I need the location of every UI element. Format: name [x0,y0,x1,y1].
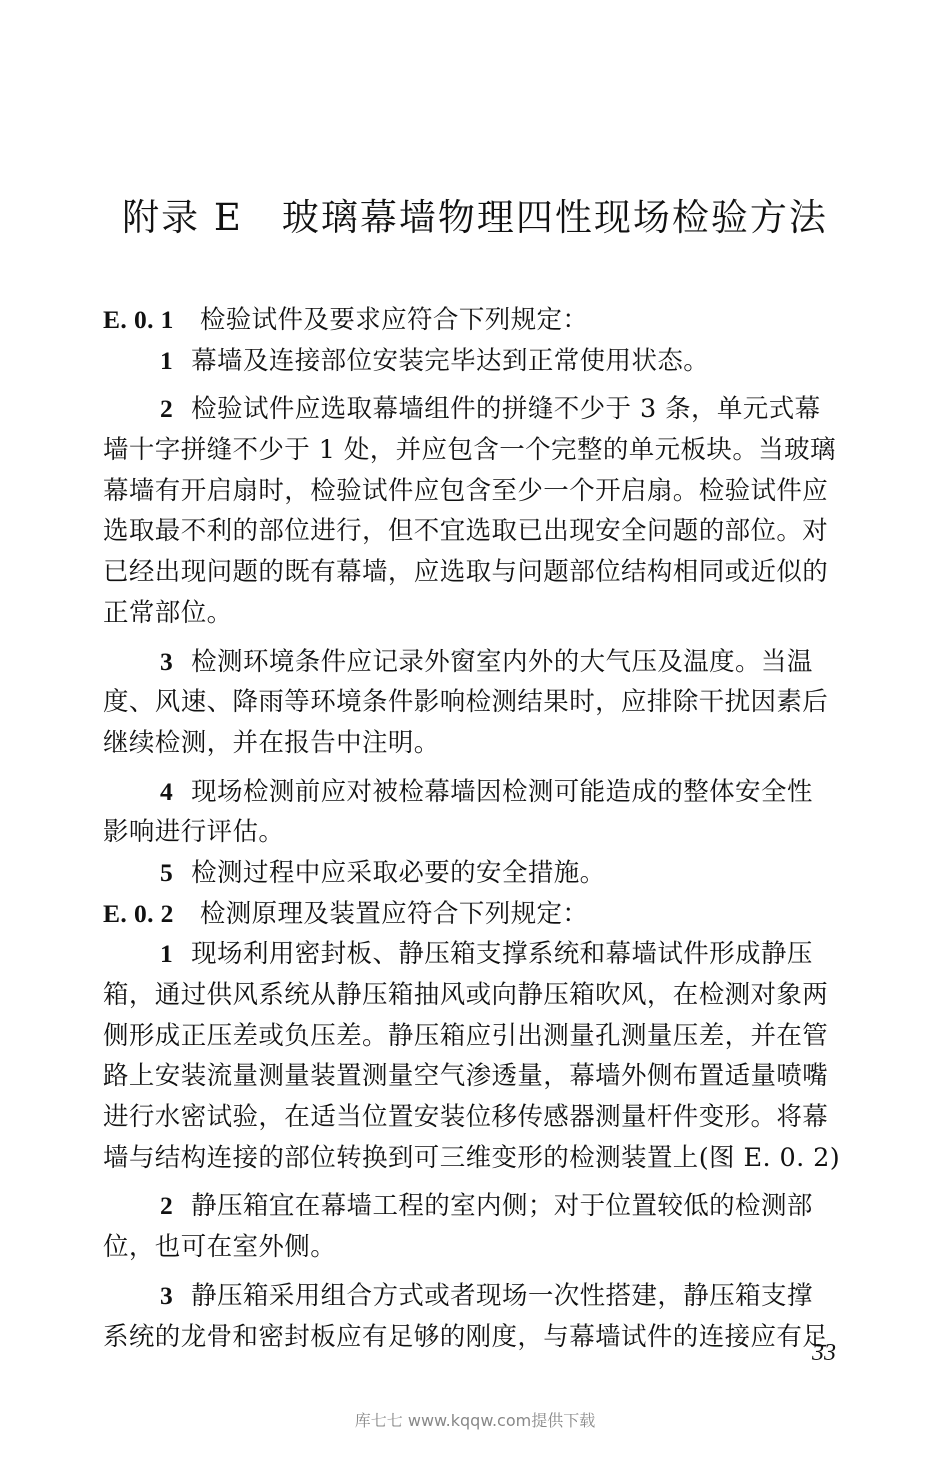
footer-watermark: 库七七 www.kqqw.com提供下载 [354,1411,596,1430]
paragraph-text: 选取最不利的部位进行，但不宜选取已出现安全问题的部位。对 [103,516,829,547]
paragraph-line [103,853,863,894]
paragraph-line [103,975,863,1016]
clause-heading [103,894,863,935]
item-number: 4 [160,776,174,806]
paragraph-line [103,1097,863,1138]
paragraph-line [103,723,863,764]
paragraph-text: 检测过程中应采取必要的安全措施。 [191,857,606,888]
paragraph-text: 现场利用密封板、静压箱支撑系统和幕墙试件形成静压 [191,939,813,970]
paragraph-line [103,934,863,975]
paragraph-text: 影响进行评估。 [103,817,285,848]
paragraph-text: 侧形成正压差或负压差。静压箱应引出测量孔测量压差，并在管 [103,1020,829,1051]
paragraph-text: 路上安装流量测量装置测量空气渗透量，幕墙外侧布置适量喷嘴 [103,1061,829,1092]
paragraph-text: 正常部位。 [103,597,233,628]
paragraph-text: 静压箱采用组合方式或者现场一次性搭建，静压箱支撑 [191,1280,813,1311]
item-number: 2 [160,394,174,424]
paragraph-text: 墙十字拼缝不少于 1 处，并应包含一个完整的单元板块。当玻璃 [103,435,836,466]
clause-number: E. 0. 1 [103,305,174,334]
paragraph-text: 已经出现问题的既有幕墙，应选取与问题部位结构相同或近似的 [103,557,829,588]
paragraph-line [103,642,863,683]
paragraph-line [103,1056,863,1097]
paragraph-line [103,341,863,382]
paragraph-text: 继续检测，并在报告中注明。 [103,727,440,758]
page-number: 33 [812,1340,836,1366]
paragraph-line [103,812,863,853]
item-number: 1 [160,939,174,969]
item-number: 2 [160,1191,174,1221]
paragraph-text: 静压箱宜在幕墙工程的室内侧；对于位置较低的检测部 [191,1191,813,1222]
clause-heading [103,300,863,341]
paragraph-text: 系统的龙骨和密封板应有足够的刚度，与幕墙试件的连接应有足 [103,1321,829,1352]
paragraph-line [103,471,863,512]
paragraph-text: 幕墙有开启扇时，检验试件应包含至少一个开启扇。检验试件应 [103,475,829,506]
paragraph-line [103,1138,863,1179]
paragraph-text: 幕墙及连接部位安装完毕达到正常使用状态。 [191,345,710,376]
item-number: 3 [160,1280,174,1310]
paragraph-line [103,389,863,430]
item-number: 1 [160,345,174,375]
paragraph-line [103,772,863,813]
paragraph-line [103,1276,863,1317]
paragraph-text: 墙与结构连接的部位转换到可三维变形的检测装置上(图 E. 0. 2) [103,1142,841,1173]
paragraph-text: 检验试件应选取幕墙组件的拼缝不少于 3 条，单元式幕 [191,394,821,425]
item-number: 5 [160,857,174,887]
paragraph-line [103,430,863,471]
paragraph-text: 箱，通过供风系统从静压箱抽风或向静压箱吹风，在检测对象两 [103,980,829,1010]
paragraph-line [103,1317,863,1358]
paragraph-line [103,593,863,634]
clause-heading-text: 检测原理及装置应符合下列规定： [199,898,589,929]
paragraph-text: 位，也可在室外侧。 [103,1232,337,1263]
paragraph-text: 检测环境条件应记录外窗室内外的大气压及温度。当温 [191,646,813,677]
body-text [103,300,863,1365]
paragraph-line [103,1227,863,1268]
clause-number: E. 0. 2 [103,898,174,928]
paragraph-text: 度、风速、降雨等环境条件影响检测结果时，应排除干扰因素后 [103,687,829,718]
paragraph-line [103,511,863,552]
paragraph-text: 现场检测前应对被检幕墙因检测可能造成的整体安全性 [191,776,813,807]
paragraph-line [103,682,863,723]
item-number: 3 [160,646,174,676]
paragraph-line [103,1186,863,1227]
paragraph-text: 进行水密试验，在适当位置安装位移传感器测量杆件变形。将幕 [103,1102,829,1133]
clause-heading-text: 检验试件及要求应符合下列规定： [199,305,589,335]
page-title: 附录 E 玻璃幕墙物理四性现场检验方法 [122,196,828,239]
paragraph-line [103,552,863,593]
paragraph-line [103,1016,863,1057]
